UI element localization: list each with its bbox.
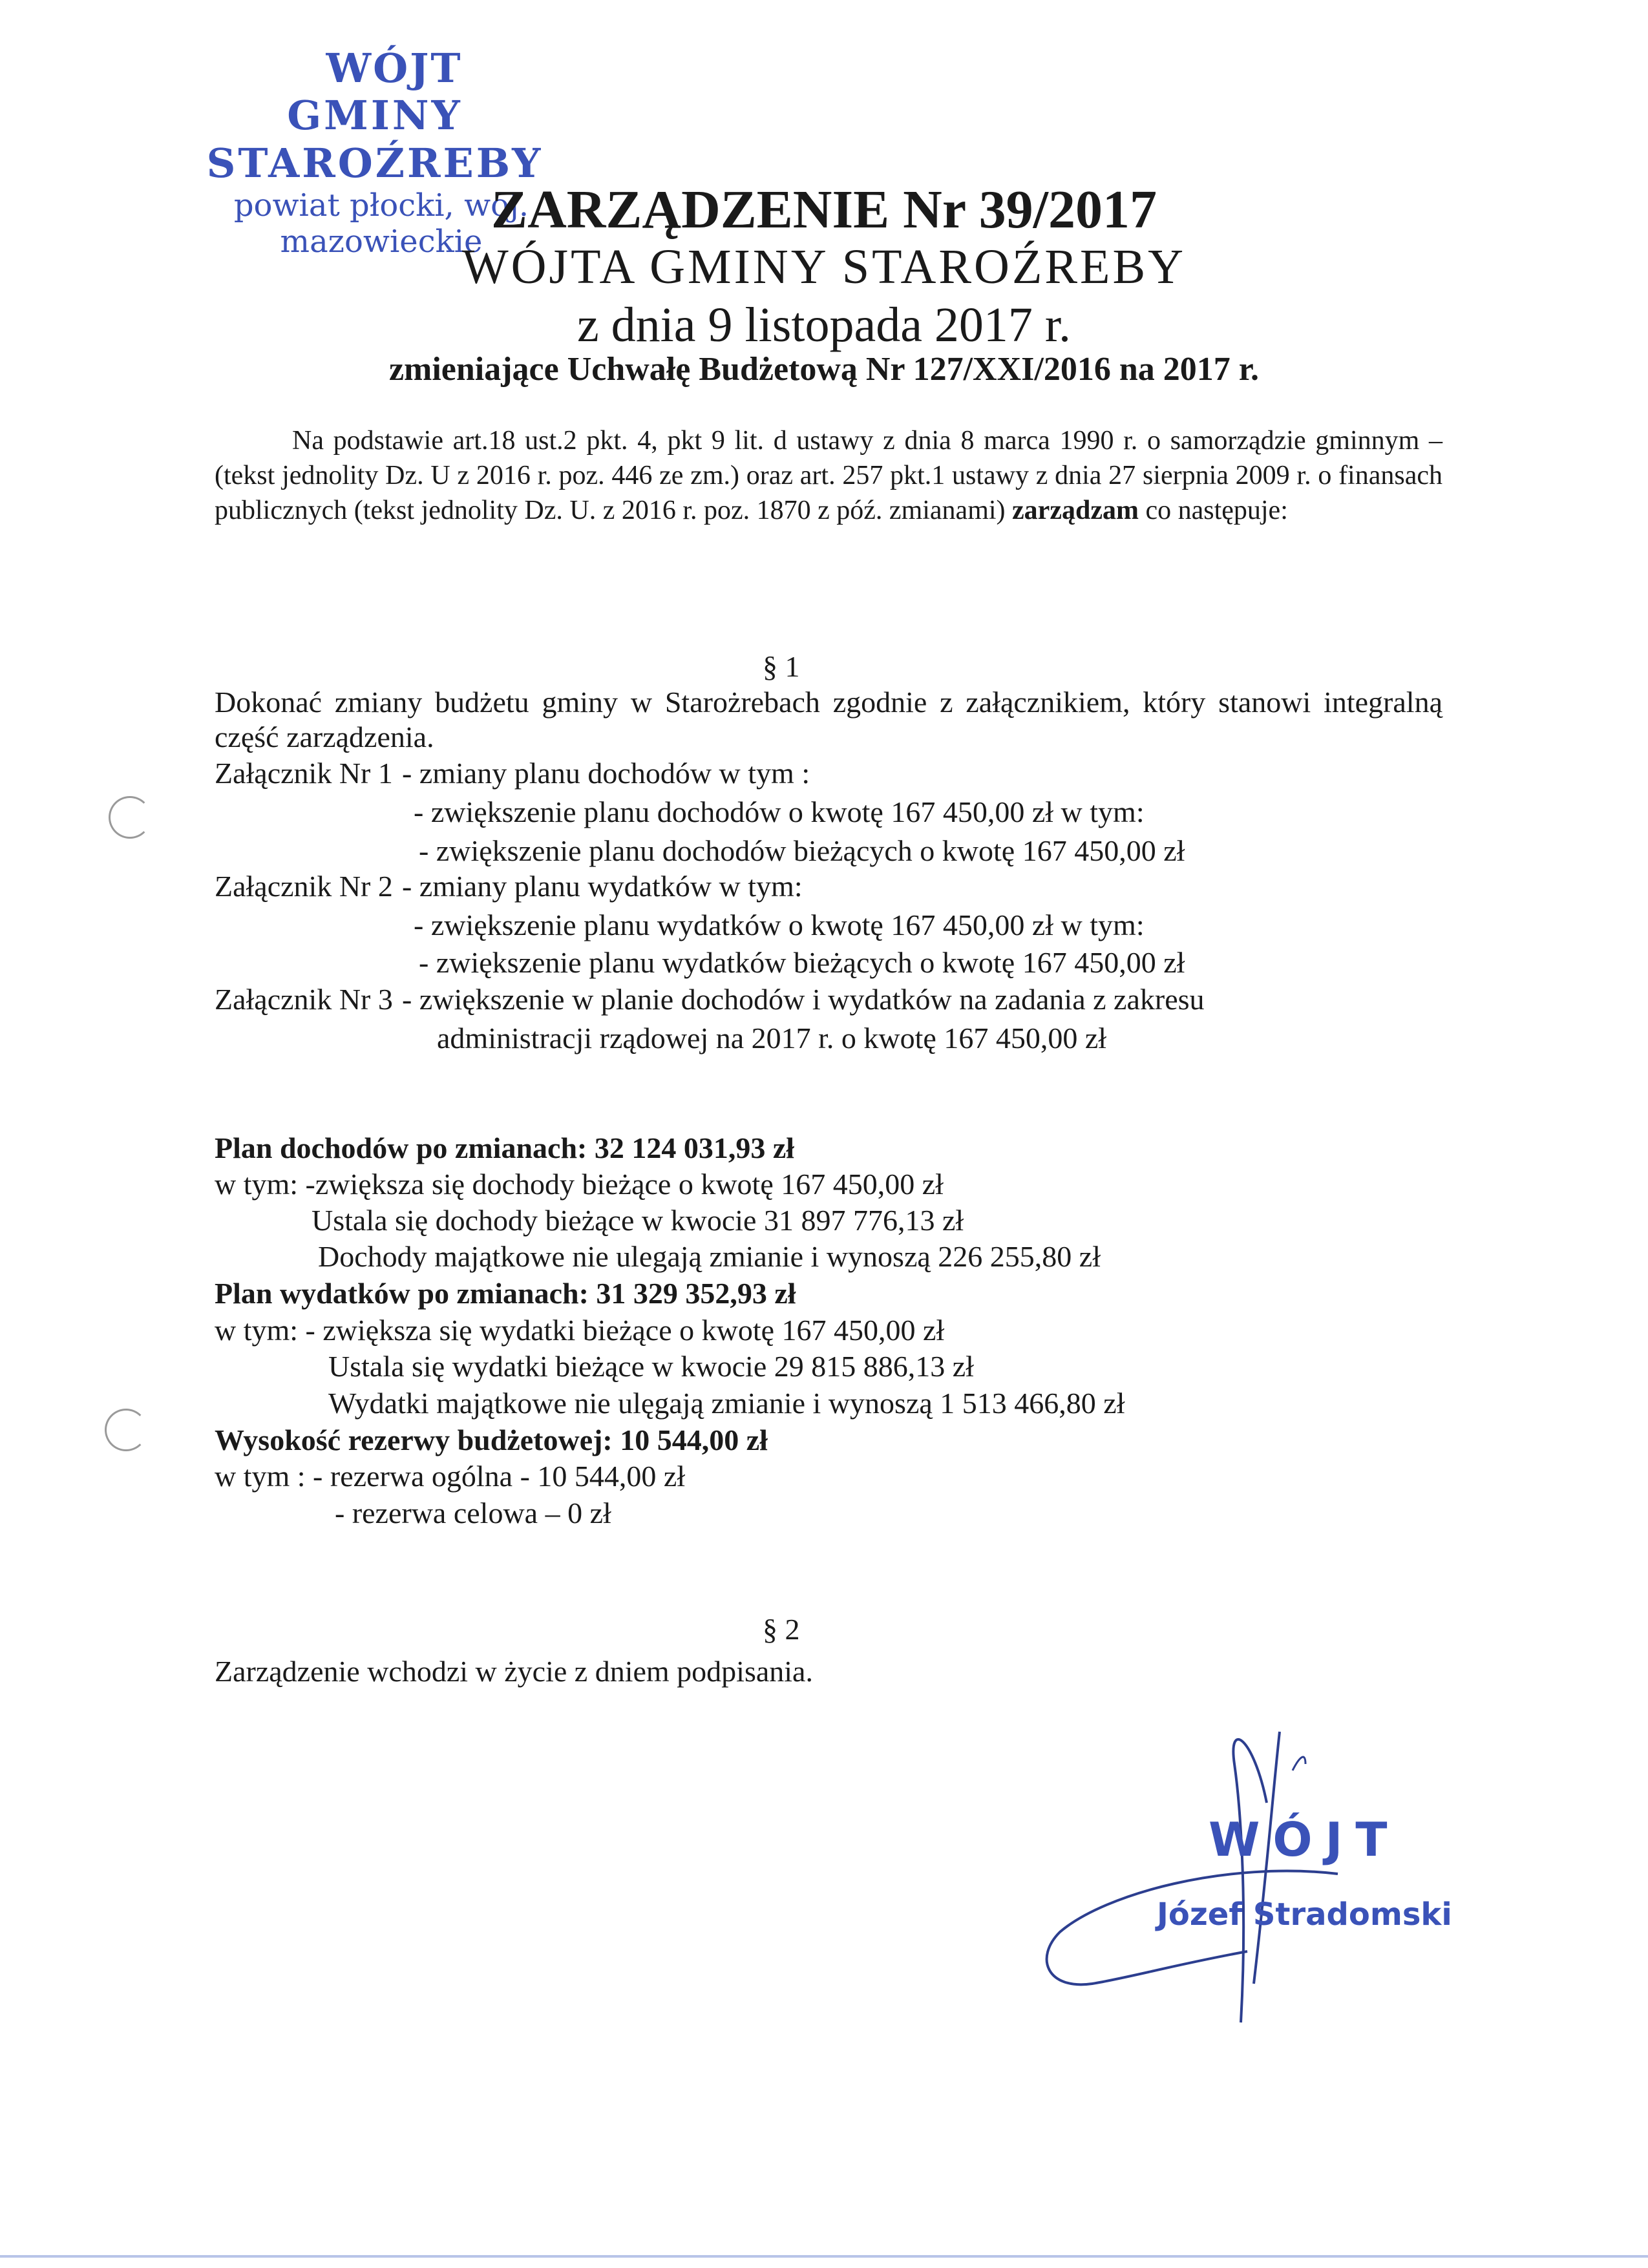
punch-hole-top [109,796,151,839]
preamble-bold: zarządzam [1012,496,1139,525]
document-authority: WÓJTA GMINY STAROŹREBY [461,240,1187,294]
reserve-line-1: w tym : - rezerwa ogólna - 10 544,00 zł [215,1460,686,1493]
preamble-end: co następuje: [1145,496,1288,525]
expense-line-2: Ustala się wydatki bieżące w kwocie 29 815 886,13 zł [328,1350,974,1383]
attachment-2-line-3: - zwiększenie planu wydatków bieżących o kwotę 167 450,00 zł [419,946,1185,979]
attachment-1-line-3: - zwiększenie planu dochodów bieżących o kwotę 167 450,00 zł [419,834,1185,867]
stamp-line-1: WÓJT [326,45,463,92]
attachment-3-line-1: - zwiększenie w planie dochodów i wydatków na zadania z zakresu [402,983,1205,1016]
income-line-3: Dochody majątkowe nie ulegają zmianie i wynoszą 226 255,80 zł [318,1240,1101,1273]
expense-line-1: w tym: - zwiększa się wydatki bieżące o kwotę 167 450,00 zł [215,1314,945,1347]
attachment-2-line-2: - zwiększenie planu wydatków o kwotę 167 450,00 zł w tym: [414,908,1145,941]
attachment-2-line-1: - zmiany planu wydatków w tym: [402,870,803,903]
attachment-2-label: Załącznik Nr 2 [215,870,393,903]
income-line-1: w tym: -zwiększa się dochody bieżące o kwotę 167 450,00 zł [215,1168,944,1201]
handwritten-signature [1034,1712,1486,2035]
stamp-line-3: powiat płocki, woj. mazowieckie [233,187,529,260]
attachment-1-label: Załącznik Nr 1 [215,757,393,790]
attachment-3-label: Załącznik Nr 3 [215,983,393,1016]
document-title: ZARZĄDZENIE Nr 39/2017 [491,180,1157,240]
preamble-text: Na podstawie art.18 ust.2 pkt. 4, pkt 9 lit. d ustawy z dnia 8 marca 1990 r. o samorządzie gminnym – (tekst jednolity Dz. U z 2016 r. poz. 446 ze zm.) oraz art. 257 pkt.1 ustawy z dnia 27 sierpnia 2009 r. o finansach publicznych (tekst jednolity Dz. U. z 2016 r. poz. 1870 z póź. zmianami) [215,426,1442,525]
reserve-heading: Wysokość rezerwy budżetowej: 10 544,00 zł [215,1423,768,1456]
reserve-line-2: - rezerwa celowa – 0 zł [335,1496,611,1529]
signature-title: WÓJT [1209,1812,1400,1867]
expense-line-3: Wydatki majątkowe nie ulęgają zmianie i wynoszą 1 513 466,80 zł [328,1387,1125,1420]
bottom-edge-line [0,2255,1648,2258]
stamp-line-2: GMINY STAROŹREBY [206,92,544,187]
income-line-2: Ustala się dochody bieżące w kwocie 31 897 776,13 zł [312,1204,964,1237]
signature-name: Józef Stradomski [1157,1896,1452,1933]
section-2-sign: § 2 [763,1613,800,1646]
document-subject: zmieniające Uchwałę Budżetową Nr 127/XXI/2016 na 2017 r. [388,351,1260,388]
attachment-1-line-1: - zmiany planu dochodów w tym : [402,757,810,790]
document-date: z dnia 9 listopada 2017 r. [576,298,1072,352]
expense-plan-heading: Plan wydatków po zmianach: 31 329 352,93 zł [215,1277,796,1310]
attachment-3-line-2: administracji rządowej na 2017 r. o kwotę 167 450,00 zł [437,1022,1107,1055]
section-1-intro: Dokonać zmiany budżetu gminy w Starożrebach zgodnie z załącznikiem, który stanowi integralną część zarządzenia. [215,686,1442,753]
income-plan-heading: Plan dochodów po zmianach: 32 124 031,93 zł [215,1131,795,1164]
section-2-text: Zarządzenie wchodzi w życie z dniem podpisania. [215,1655,813,1688]
section-1-sign: § 1 [763,650,800,683]
attachment-1-line-2: - zwiększenie planu dochodów o kwotę 167 450,00 zł w tym: [414,795,1145,828]
punch-hole-bottom [105,1409,147,1451]
preamble [215,423,1442,528]
